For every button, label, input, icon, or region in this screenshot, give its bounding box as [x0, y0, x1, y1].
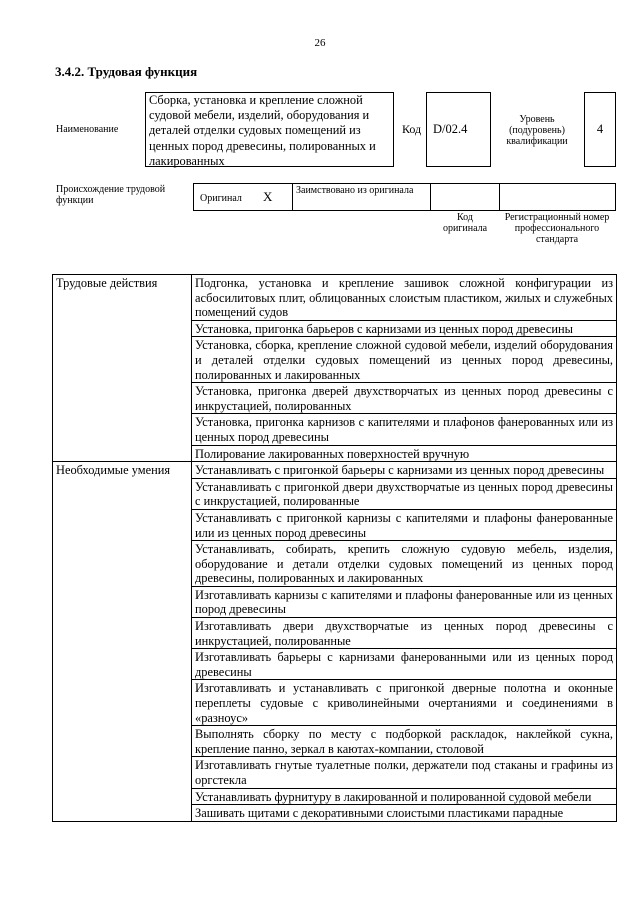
functions-table [52, 274, 617, 822]
name-label: Наименование [56, 124, 119, 135]
level-value: 4 [596, 122, 604, 136]
level-box [584, 92, 616, 167]
item-cell: Устанавливать фурнитуру в лакированной и полированной судовой мебели [192, 788, 617, 805]
item-cell: Изготавливать гнутые туалетные полки, держатели под стаканы и графины из оргстекла [192, 757, 617, 788]
code-box [426, 92, 491, 167]
qualification-level-label: Уровень (подуровень) квалификации [506, 114, 568, 147]
item-cell: Зашивать щитами с декоративными слоистыми пластиками парадные [192, 805, 617, 822]
original-label: Оригинал [200, 193, 242, 204]
item-cell: Устанавливать с пригонкой карнизы с капителями и плафоны фанерованные или из ценных пород древесины [192, 509, 617, 540]
borrowed-label: Заимствовано из оригинала [296, 185, 414, 196]
table-row [53, 275, 617, 321]
item-cell: Установка, пригонка дверей двухстворчатых из ценных пород древесины с инкрустацией, полированных [192, 383, 617, 414]
original-box [193, 183, 293, 211]
section-title: 3.4.2. Трудовая функция [55, 64, 198, 79]
item-cell: Устанавливать с пригонкой барьеры с карнизами из ценных пород древесины [192, 462, 617, 479]
item-cell: Установка, пригонка барьеров с карнизами из ценных пород древесины [192, 320, 617, 337]
item-cell: Изготавливать двери двухстворчатые из ценных пород древесины с инкрустацией, полированные [192, 618, 617, 649]
item-cell: Изготавливать карнизы с капителями и плафоны фанерованные или из ценных пород древесины [192, 586, 617, 617]
original-mark: X [263, 189, 273, 204]
item-cell: Выполнять сборку по месту с подборкой раскладок, наклейкой сукна, крепление панно, зеркал в каютах-компании, столовой [192, 726, 617, 757]
code-label: Код [402, 122, 422, 136]
category-cell: Трудовые действия [53, 275, 192, 462]
origin-code-caption: Код оригинала [442, 212, 488, 234]
category-cell: Необходимые умения [53, 462, 192, 822]
table-row [53, 462, 617, 479]
item-cell: Полирование лакированных поверхностей вручную [192, 445, 617, 462]
reg-number-caption: Регистрационный номер профессионального стандарта [504, 212, 610, 245]
function-name-text: Сборка, установка и крепление сложной судовой мебели, изделий, оборудования и деталей отделки судовых помещений из ценных пород древесины, полированных и лакированных [149, 93, 376, 168]
origin-label: Происхождение трудовой функции [56, 184, 166, 206]
item-cell: Установка, пригонка карнизов с капителями и плафонов фанерованных или из ценных пород древесины [192, 414, 617, 445]
borrowed-box [292, 183, 431, 211]
item-cell: Устанавливать с пригонкой двери двухстворчатые из ценных пород древесины с инкрустацией, полированные [192, 478, 617, 509]
item-cell: Изготавливать барьеры с карнизами фанерованными или из ценных пород древесины [192, 649, 617, 680]
item-cell: Изготавливать и устанавливать с пригонкой дверные полотна и оконные переплеты судовые с криволинейными очертаниями и соединениями в «разноус» [192, 680, 617, 726]
function-name-box [145, 92, 394, 167]
reg-number-box [499, 183, 616, 211]
page-number: 26 [314, 37, 326, 49]
code-value: D/02.4 [433, 122, 468, 136]
item-cell: Подгонка, установка и крепление зашивок сложной конфигурации из асбосилитовых плит, облицованных слоистым пластиком, жилых и служебных помещений судов [192, 275, 617, 321]
origin-code-box [430, 183, 500, 211]
item-cell: Установка, сборка, крепление сложной судовой мебели, изделий оборудования и деталей отделки судовых помещений из ценных пород древесины, полированных и лакированных [192, 337, 617, 383]
item-cell: Устанавливать, собирать, крепить сложную судовую мебель, изделия, оборудование и детали отделки судовых помещений из ценных пород древесины, полированных и лакированных [192, 541, 617, 587]
